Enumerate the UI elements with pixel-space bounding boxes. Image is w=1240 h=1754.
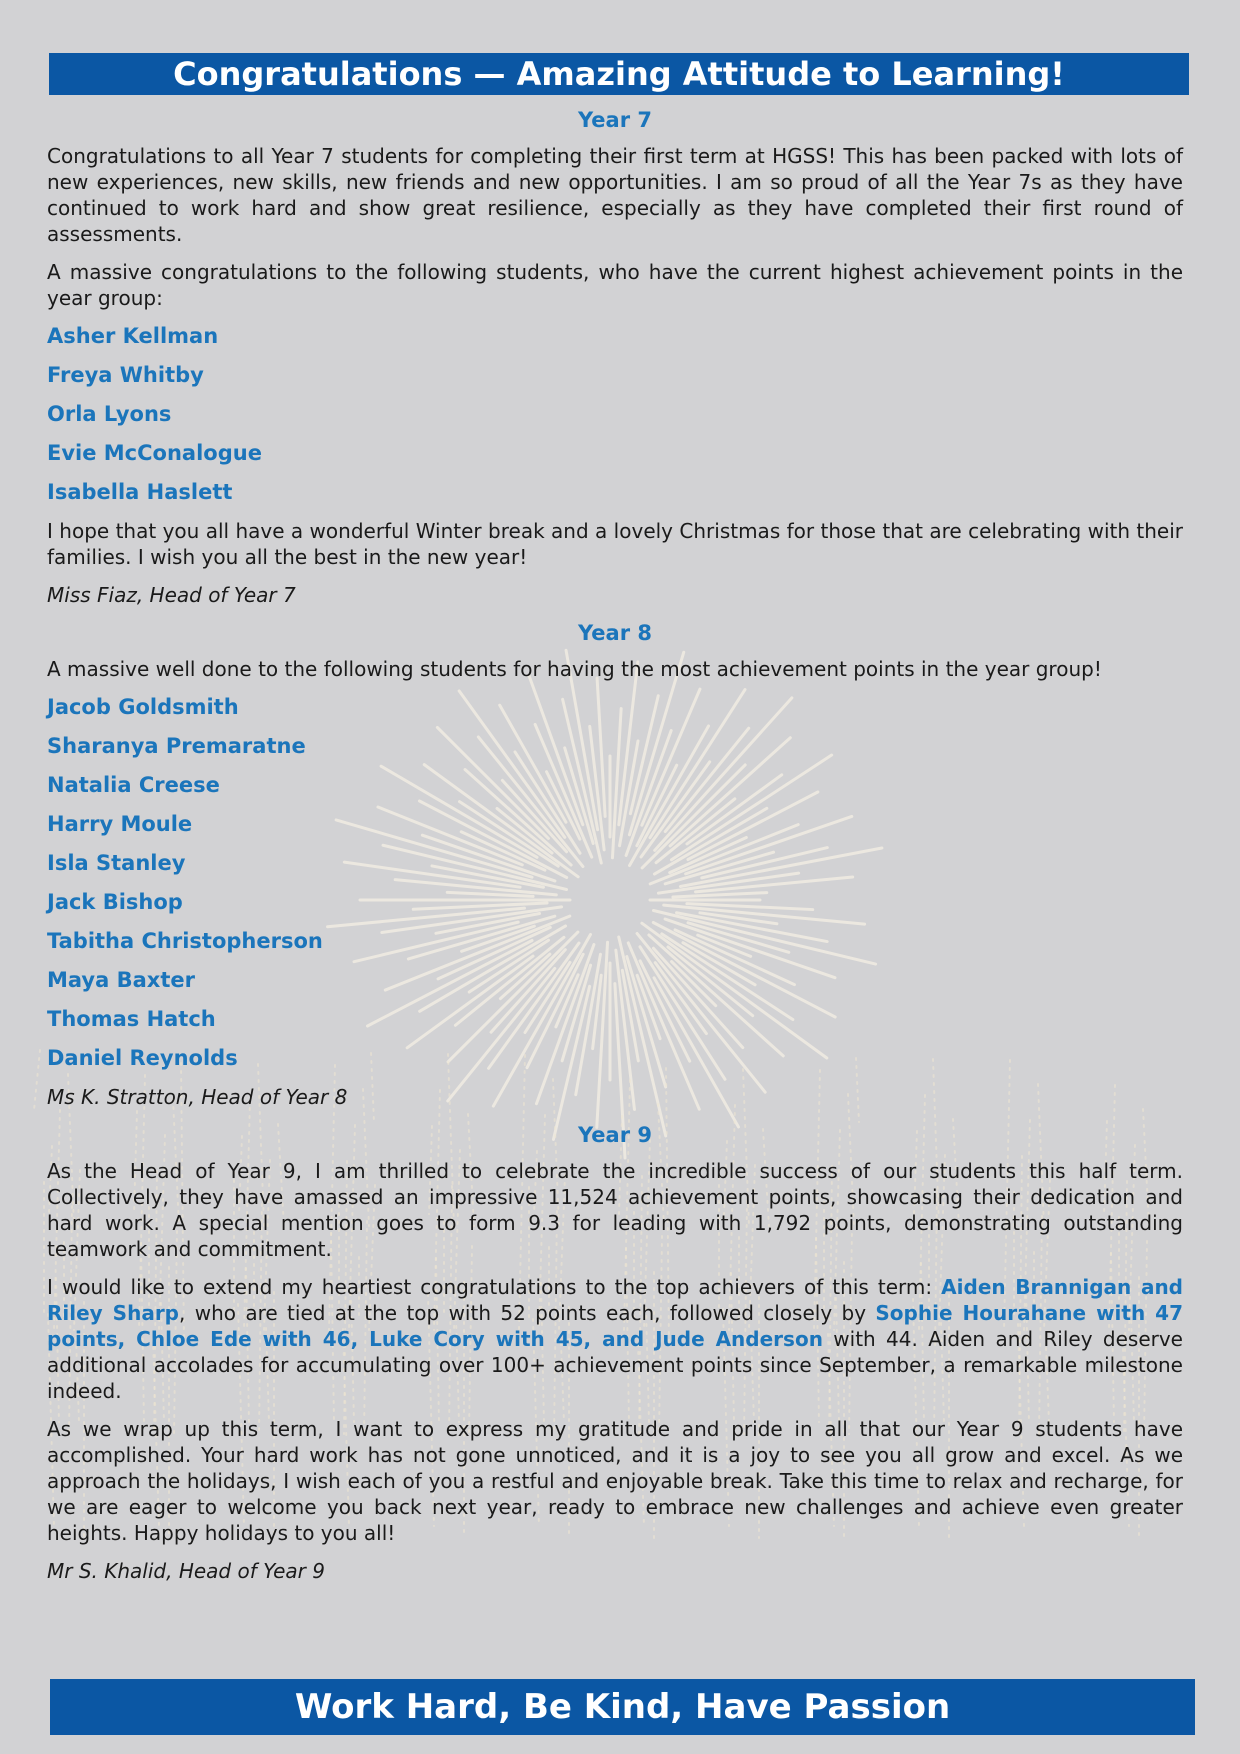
year7-lead: A massive congratulations to the following students, who have the current highest achievement points in the year group: <box>47 260 1183 310</box>
student-name: Thomas Hatch <box>47 1007 216 1031</box>
student-name: Evie McConalogue <box>47 441 262 465</box>
year9-para2-text: with 44. Aiden and Riley deserve additional accolades for accumulating over 100+ achievement points since September, a remarkable milestone indeed. <box>47 1327 1183 1403</box>
school-motto-banner: Work Hard, Be Kind, Have Passion <box>50 1679 1195 1735</box>
year9-para2-text: , who are tied at the top with 52 points each, followed closely by <box>179 1301 876 1325</box>
student-name: Sharanya Premaratne <box>47 734 306 758</box>
student-name: Daniel Reynolds <box>47 1046 238 1070</box>
student-name: Harry Moule <box>47 812 193 836</box>
year9-top-achievers: Aiden Brannigan and Riley Sharp <box>47 1275 1183 1325</box>
student-name: Jack Bishop <box>47 890 183 914</box>
student-name: Jacob Goldsmith <box>47 695 239 719</box>
year7-heading: Year 7 <box>578 108 652 132</box>
student-name: Freya Whitby <box>47 363 204 387</box>
year9-signature: Mr S. Khalid, Head of Year 9 <box>47 1559 325 1583</box>
year7-closing: I hope that you all have a wonderful Winter break and a lovely Christmas for those that are celebrating with their families. I wish you all the best in the new year! <box>47 519 1183 569</box>
student-name: Isla Stanley <box>47 851 186 875</box>
year8-student-list <box>47 694 1183 1071</box>
student-name: Tabitha Christopherson <box>47 929 323 953</box>
student-name: Natalia Creese <box>47 773 220 797</box>
year9-paragraph-3: As we wrap up this term, I want to express my gratitude and pride in all that our Year 9 students have accomplished. Your hard work has not gone unnoticed, and it is a joy to see you all grow and excel. As we approach the holidays, I wish each of you a restful and enjoyable break. Take this time to relax and recharge, for we are eager to welcome you back next year, ready to embrace new challenges and achieve even greater heights. Happy holidays to you all! <box>47 1417 1183 1545</box>
year7-intro: Congratulations to all Year 7 students for completing their first term at HGSS! This has been packed with lots of new experiences, new skills, new friends and new opportunities. I am so proud of all the Year 7s as they have continued to work hard and show great resilience, especially as they have completed their first round of assessments. <box>47 144 1183 246</box>
year8-section <box>47 620 1183 1110</box>
year7-section <box>47 107 1183 608</box>
year7-student-list <box>47 323 1183 505</box>
student-name: Isabella Haslett <box>47 480 233 504</box>
page-title: Congratulations — Amazing Attitude to Learning! <box>49 53 1189 95</box>
main-content <box>47 53 1183 1590</box>
year9-paragraph-1: As the Head of Year 9, I am thrilled to celebrate the incredible success of our students this half term. Collectively, they have amassed an impressive 11,524 achievement points, showcasing their dedication and hard work. A special mention goes to form 9.3 for leading with 1,792 points, demonstrating outstanding teamwork and commitment. <box>47 1159 1183 1261</box>
year9-para2-text: I would like to extend my heartiest congratulations to the top achievers of this term: <box>47 1275 942 1299</box>
student-name: Orla Lyons <box>47 402 172 426</box>
year9-paragraph-2 <box>47 1274 1183 1404</box>
year9-heading: Year 9 <box>578 1123 652 1147</box>
year8-heading: Year 8 <box>578 621 652 645</box>
year9-runners-up: Sophie Hourahane with 47 points, Chloe Ede with 46, Luke Cory with 45, and Jude Anderson <box>47 1301 1183 1351</box>
year7-signature: Miss Fiaz, Head of Year 7 <box>47 583 296 607</box>
year9-section <box>47 1122 1183 1584</box>
year8-lead: A massive well done to the following students for having the most achievement points in the year group! <box>47 657 1102 681</box>
student-name: Maya Baxter <box>47 968 195 992</box>
student-name: Asher Kellman <box>47 324 219 348</box>
year8-signature: Ms K. Stratton, Head of Year 8 <box>47 1085 348 1109</box>
